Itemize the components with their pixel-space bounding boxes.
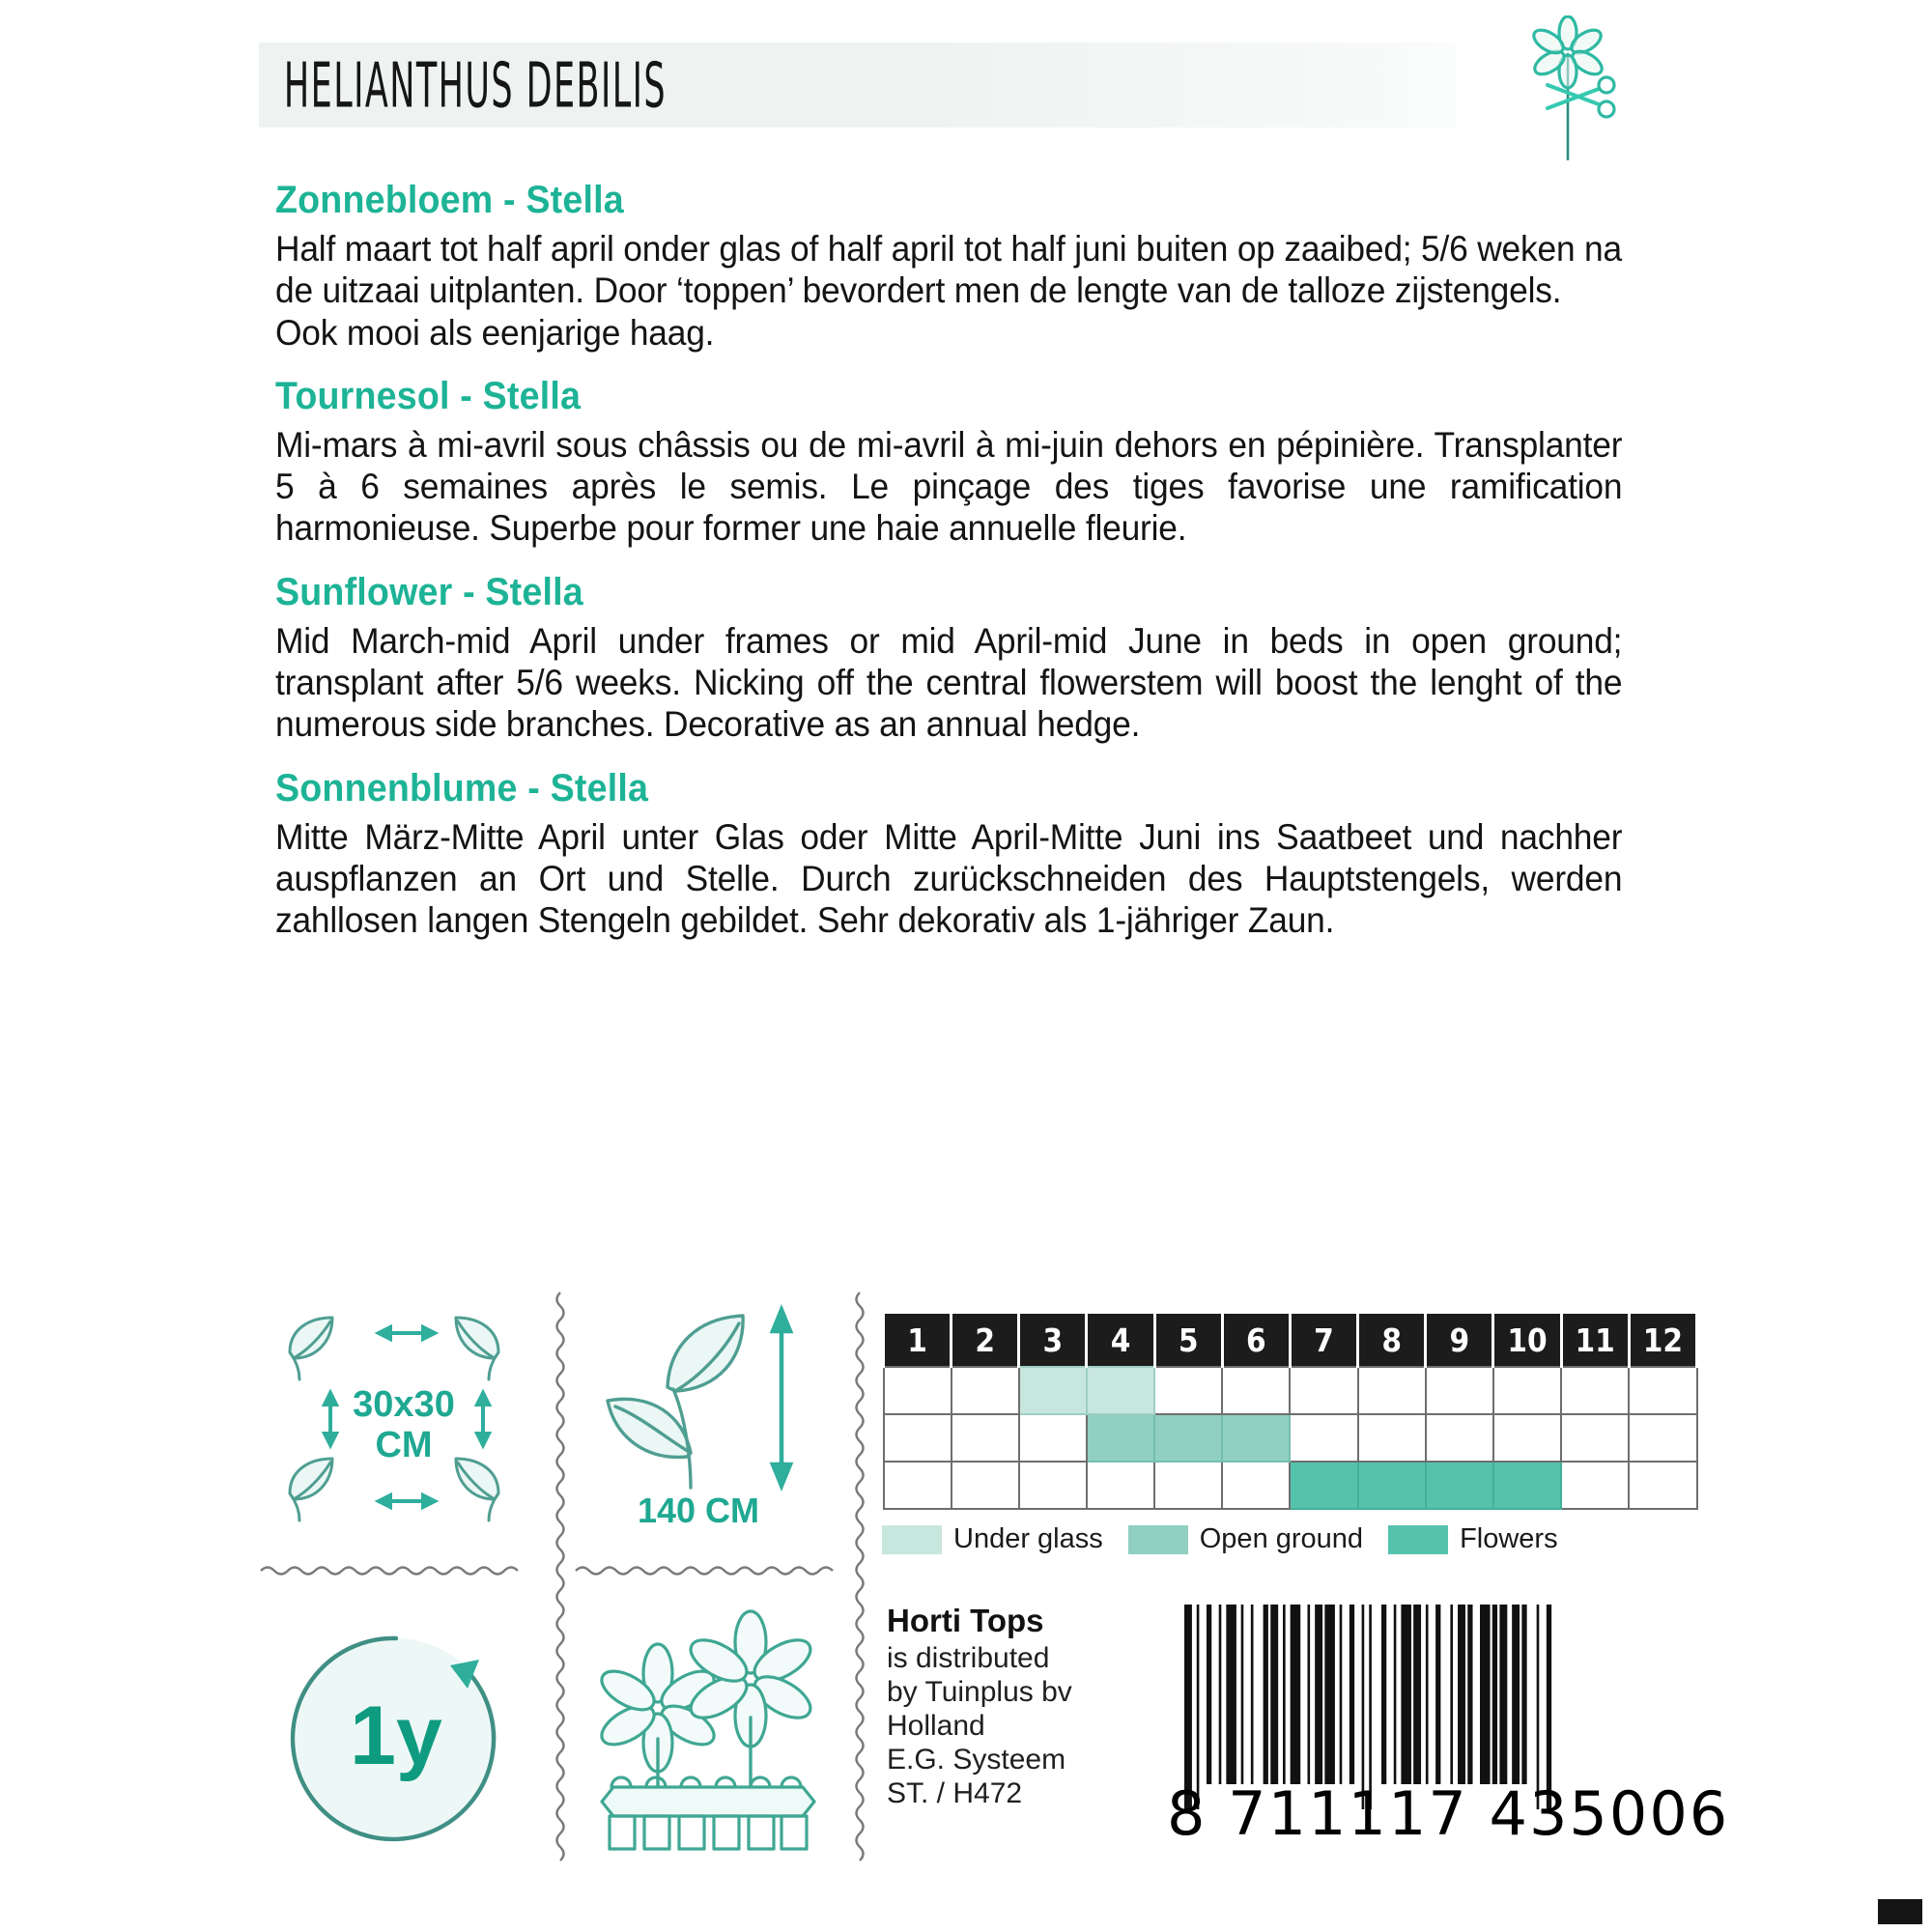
body-en: Mid March-mid April under frames or mid April-mid June in beds in open ground; transplant after 5/6 weeks. Nicking off the central flowerstem will boost the lenght of the numerous side branches. Decorative as an annual hedge. [275, 620, 1623, 745]
legend-label-2: Flowers [1460, 1523, 1558, 1554]
plant-height-panel [573, 1294, 843, 1565]
legend-label-1: Open ground [1199, 1523, 1364, 1554]
legend-item-0 [882, 1523, 1103, 1555]
corner-registration-mark [1878, 1899, 1922, 1924]
plant-spacing-label-line1: 30x30 [353, 1384, 455, 1425]
calendar-row-ground [884, 1414, 1697, 1462]
calendar-cell-ground-8 [1358, 1414, 1426, 1462]
info-panels [259, 1294, 1730, 1893]
wavy-divider-vertical [551, 1285, 570, 1884]
calendar-cell-ground-3 [1019, 1414, 1087, 1462]
calendar-cell-flower-10-active [1493, 1462, 1561, 1509]
flower-bed-panel [573, 1604, 843, 1884]
calendar-cell-flower-4 [1087, 1462, 1154, 1509]
heading-en: Sunflower - Stella [275, 570, 583, 613]
annual-cycle-icon [259, 1604, 549, 1884]
plant-spacing-icon [259, 1294, 549, 1565]
barcode-panel [1167, 1599, 1730, 1879]
title-banner [259, 43, 1457, 128]
flower-bed-icon [573, 1604, 843, 1884]
annual-cycle-label: 1y [350, 1690, 442, 1782]
calendar-cell-ground-5-active [1154, 1414, 1222, 1462]
calendar-cell-glass-10 [1493, 1367, 1561, 1414]
calendar-cell-glass-9 [1426, 1367, 1493, 1414]
brand-line-0: is distributed [887, 1641, 1050, 1674]
wavy-divider-vertical-second [850, 1285, 869, 1884]
body-de: Mitte März-Mitte April unter Glas oder Mitte April-Mitte Juni ins Saatbeet und nachher auspflanzen an Ort und Stelle. Durch zurückschneiden des Hauptstengels, werden zahllosen langen Stengeln gebildet. Sehr dekorativ als 1-jähriger Zaun. [275, 816, 1623, 941]
calendar-cell-ground-1 [884, 1414, 952, 1462]
calendar-month-header-6: 6 [1222, 1314, 1290, 1367]
calendar-cell-ground-12 [1629, 1414, 1696, 1462]
brand-info-panel [887, 1604, 1119, 1884]
calendar-cell-flower-7-active [1290, 1462, 1357, 1509]
body-nl: Half maart tot half april onder glas of half april tot half juni buiten op zaaibed; 5/6 weken na de uitzaai uitplanten. Door ‘toppen’ bevordert men de lengte van de talloze zijstengels. Ook mooi als eenjarige haag. [275, 229, 1622, 353]
calendar-cell-glass-5 [1154, 1367, 1222, 1414]
calendar-cell-glass-1 [884, 1367, 952, 1414]
calendar-month-header-7: 7 [1290, 1314, 1357, 1367]
calendar-cell-glass-6 [1222, 1367, 1290, 1414]
calendar-cell-flower-3 [1019, 1462, 1087, 1509]
flower-scissors-icon [1507, 15, 1633, 160]
calendar-cell-flower-12 [1629, 1462, 1696, 1509]
calendar-month-header-8: 8 [1358, 1314, 1426, 1367]
language-block-de [275, 767, 1686, 942]
calendar-cell-ground-4-active [1087, 1414, 1154, 1462]
calendar-cell-ground-7 [1290, 1414, 1357, 1462]
page-title: HELIANTHUS DEBILIS [283, 48, 668, 122]
calendar-cell-ground-6-active [1222, 1414, 1290, 1462]
calendar-legend [882, 1523, 1698, 1555]
annual-cycle-panel [259, 1604, 549, 1884]
calendar-header-row [884, 1314, 1697, 1367]
calendar-cell-glass-3-active [1019, 1367, 1087, 1414]
calendar-month-header-11: 11 [1561, 1314, 1629, 1367]
legend-swatch-0 [882, 1525, 942, 1554]
barcode-digits: 8 711117 435006 [1167, 1778, 1730, 1849]
calendar-month-header-12: 12 [1629, 1314, 1696, 1367]
brand-line-4: ST. / H472 [887, 1777, 1023, 1810]
calendar-cell-flower-1 [884, 1462, 952, 1509]
calendar-cell-flower-11 [1561, 1462, 1629, 1509]
calendar-cell-flower-9-active [1426, 1462, 1493, 1509]
brand-line-1: by Tuinplus bv [887, 1676, 1072, 1709]
legend-item-2 [1388, 1523, 1558, 1555]
language-block-nl [275, 179, 1686, 354]
calendar-cell-glass-12 [1629, 1367, 1696, 1414]
calendar-cell-ground-2 [952, 1414, 1019, 1462]
calendar-cell-ground-11 [1561, 1414, 1629, 1462]
calendar-cell-flower-8-active [1358, 1462, 1426, 1509]
plant-spacing-panel [259, 1294, 549, 1565]
brand-name: Horti Tops [887, 1603, 1044, 1638]
calendar-row-glass [884, 1367, 1697, 1414]
plant-height-icon [573, 1294, 843, 1565]
calendar-cell-ground-9 [1426, 1414, 1493, 1462]
brand-line-2: Holland [887, 1710, 985, 1743]
plant-height-label: 140 CM [637, 1491, 760, 1530]
calendar-cell-flower-2 [952, 1462, 1019, 1509]
calendar-month-header-4: 4 [1087, 1314, 1154, 1367]
calendar-month-header-9: 9 [1426, 1314, 1493, 1367]
calendar-cell-glass-4-active [1087, 1367, 1154, 1414]
brand-line-3: E.G. Systeem [887, 1744, 1066, 1776]
calendar-month-header-1: 1 [884, 1314, 952, 1367]
calendar-cell-flower-6 [1222, 1462, 1290, 1509]
body-fr: Mi-mars à mi-avril sous châssis ou de mi-avril à mi-juin dehors en pépinière. Transplanter 5 à 6 semaines après le semis. Le pinçage des tiges favorise une ramification harmonieuse. Superbe pour former une haie annuelle fleurie. [275, 424, 1623, 549]
calendar-cell-glass-2 [952, 1367, 1019, 1414]
legend-label-0: Under glass [953, 1523, 1103, 1554]
calendar-cell-glass-11 [1561, 1367, 1629, 1414]
legend-item-1 [1128, 1523, 1363, 1555]
legend-swatch-2 [1388, 1525, 1448, 1554]
calendar-cell-glass-7 [1290, 1367, 1357, 1414]
legend-swatch-1 [1128, 1525, 1188, 1554]
calendar-month-header-2: 2 [952, 1314, 1019, 1367]
calendar-cell-glass-8 [1358, 1367, 1426, 1414]
calendar-cell-flower-5 [1154, 1462, 1222, 1509]
instructions-section [275, 179, 1686, 962]
calendar-month-header-10: 10 [1493, 1314, 1561, 1367]
calendar-month-header-3: 3 [1019, 1314, 1087, 1367]
language-block-fr [275, 375, 1686, 550]
heading-de: Sonnenblume - Stella [275, 766, 649, 810]
plant-spacing-label-line2: CM [375, 1425, 433, 1465]
heading-fr: Tournesol - Stella [275, 374, 582, 417]
sowing-calendar-table [882, 1314, 1698, 1510]
calendar-cell-ground-10 [1493, 1414, 1561, 1462]
heading-nl: Zonnebloem - Stella [275, 179, 624, 221]
calendar-row-flower [884, 1462, 1697, 1509]
sowing-calendar-panel [882, 1314, 1698, 1565]
language-block-en [275, 571, 1686, 746]
calendar-month-header-5: 5 [1154, 1314, 1222, 1367]
